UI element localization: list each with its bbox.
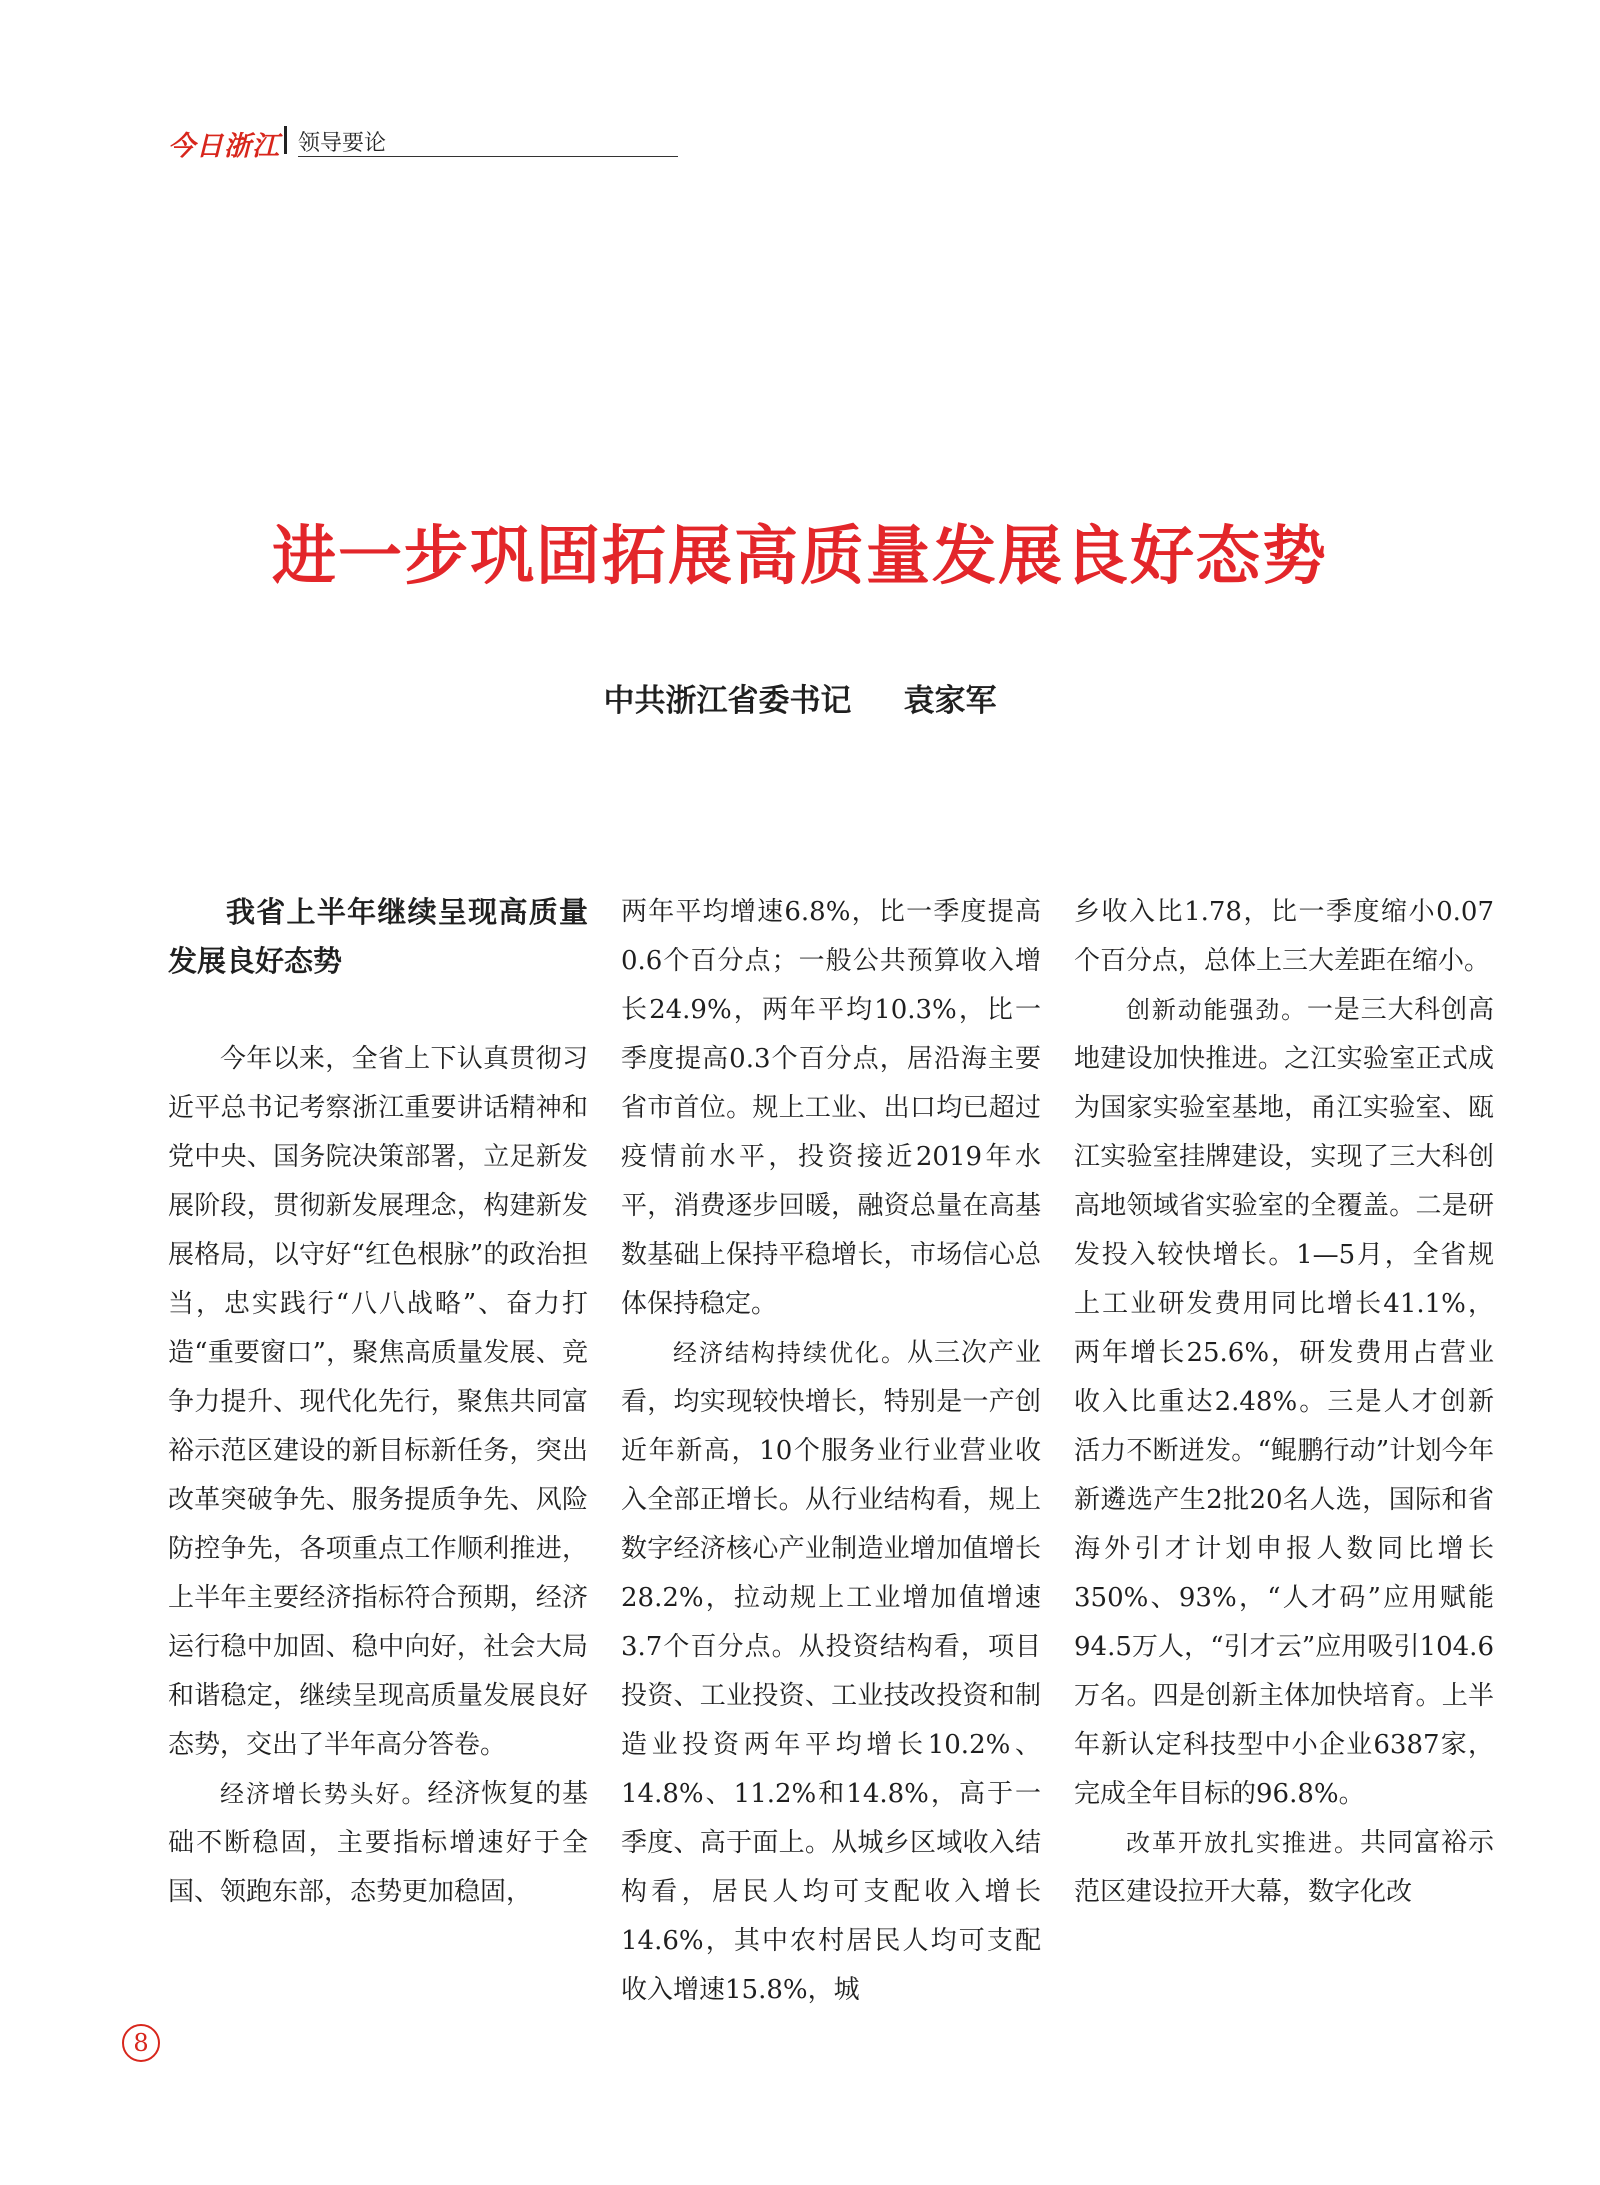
paragraph-lead: 改革开放扎实推进。 bbox=[1126, 1829, 1360, 1857]
running-header bbox=[168, 122, 508, 162]
paragraph bbox=[1074, 986, 1494, 1819]
paragraph-lead: 经济结构持续优化。 bbox=[673, 1339, 907, 1367]
column-2 bbox=[621, 888, 1041, 2005]
section-label: 领导要论 bbox=[298, 131, 387, 156]
paragraph-text: 共同富裕示范区建设拉开大幕，数字化改 bbox=[1074, 1828, 1494, 1907]
page-number: 8 bbox=[122, 2024, 160, 2062]
article-title: 进一步巩固拓展高质量发展良好态势 bbox=[272, 520, 1328, 594]
paragraph-text: 经济恢复的基础不断稳固，主要指标增速好于全国、领跑东部，态势更加稳固， bbox=[168, 1779, 588, 1907]
column-3 bbox=[1074, 888, 1494, 1988]
paragraph-lead: 经济增长势头好。 bbox=[220, 1780, 428, 1808]
byline bbox=[0, 675, 1600, 720]
header-rule bbox=[298, 156, 678, 157]
paragraph-lead: 创新动能强劲。 bbox=[1126, 996, 1307, 1024]
column-1 bbox=[168, 888, 588, 1988]
paragraph-text: 一是三大科创高地建设加快推进。之江实验室正式成为国家实验室基地，甬江实验室、瓯江实验室挂牌建设，实现了三大科创高地领域省实验室的全覆盖。二是研发投入较快增长。1—5月，全省规上工业研发费用同比增长41.1%，两年增长25.6%，研发费用占营业收入比重达2.48%。三是人才创新活力不断迸发。“鲲鹏行动”计划今年新遴选产生2批20名人选，国际和省海外引才计划申报人数同比增长350%、93%，“人才码”应用赋能94.5万人，“引才云”应用吸引104.6万名。四是创新主体加快培育。上半年新认定科技型中小企业6387家，完成全年目标的96.8%。 bbox=[1074, 995, 1494, 1809]
paragraph bbox=[621, 1329, 1041, 2015]
byline-org: 中共浙江省委书记 bbox=[603, 683, 852, 719]
byline-author: 袁家军 bbox=[903, 683, 997, 719]
paragraph: 两年平均增速6.8%，比一季度提高0.6个百分点；一般公共预算收入增长24.9%，两年平均10.3%，比一季度提高0.3个百分点，居沿海主要省市首位。规上工业、出口均已超过疫情前水平，投资接近2019年水平，消费逐步回暖，融资总量在高基数基础上保持平稳增长，市场信心总体保持稳定。 bbox=[621, 897, 1041, 1319]
paragraph: 乡收入比1.78，比一季度缩小0.07个百分点，总体上三大差距在缩小。 bbox=[1074, 897, 1494, 976]
section-heading: 我省上半年继续呈现高质量发展良好态势 bbox=[168, 895, 588, 978]
header-separator bbox=[284, 126, 287, 154]
paragraph: 今年以来，全省上下认真贯彻习近平总书记考察浙江重要讲话精神和党中央、国务院决策部署，立足新发展阶段，贯彻新发展理念，构建新发展格局，以守好“红色根脉”的政治担当，忠实践行“八八战略”、奋力打造“重要窗口”，聚焦高质量发展、竞争力提升、现代化先行，聚焦共同富裕示范区建设的新目标新任务，突出改革突破争先、服务提质争先、风险防控争先，各项重点工作顺利推进，上半年主要经济指标符合预期，经济运行稳中加固、稳中向好，社会大局和谐稳定，继续呈现高质量发展良好态势，交出了半年高分答卷。 bbox=[168, 1044, 588, 1760]
magazine-logo: 今日浙江 bbox=[168, 131, 280, 162]
paragraph-text: 从三次产业看，均实现较快增长，特别是一产创近年新高，10个服务业行业营业收入全部正增长。从行业结构看，规上数字经济核心产业制造业增加值增长28.2%，拉动规上工业增加值增速3.7个百分点。从投资结构看，项目投资、工业投资、工业技改投资和制造业投资两年平均增长10.2%、14.8%、11.2%和14.8%，高于一季度、高于面上。从城乡区域收入结构看，居民人均可支配收入增长14.6%，其中农村居民人均可支配收入增速15.8%，城 bbox=[621, 1338, 1041, 2005]
paragraph bbox=[168, 1770, 588, 1917]
paragraph bbox=[1074, 1819, 1494, 1917]
